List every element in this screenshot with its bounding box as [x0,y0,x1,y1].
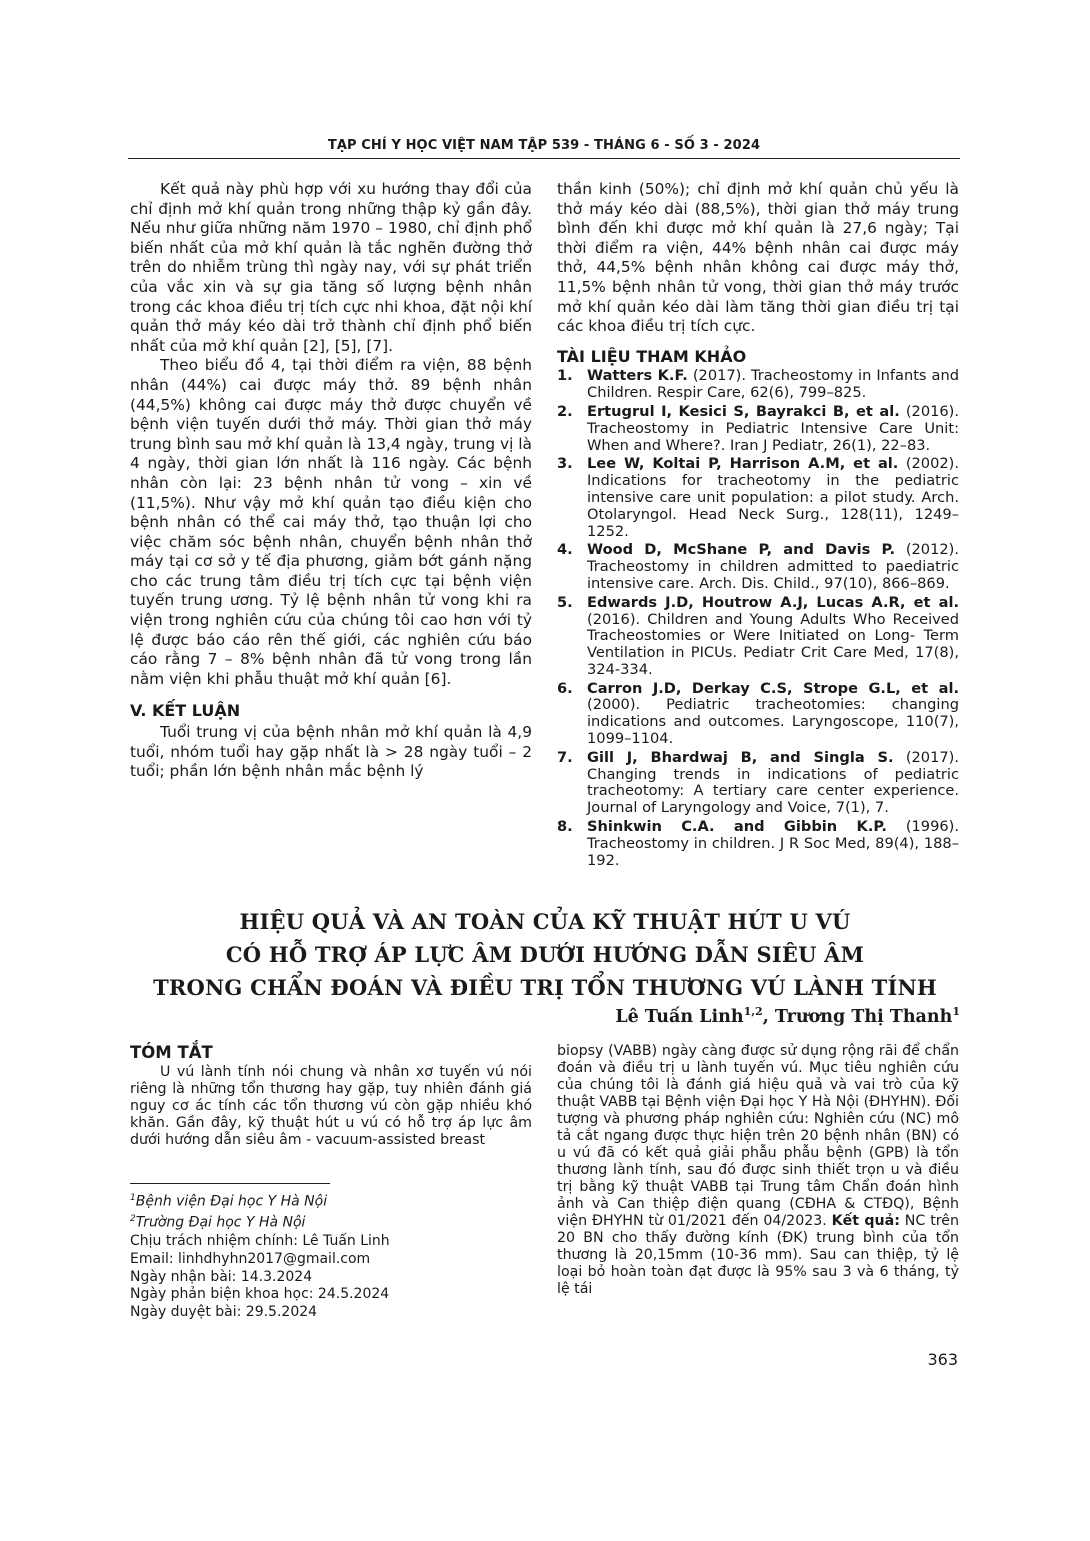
corresponding-author: Chịu trách nhiệm chính: Lê Tuấn Linh [130,1232,390,1249]
title-line: CÓ HỖ TRỢ ÁP LỰC ÂM DƯỚI HƯỚNG DẪN SIÊU ÂM [225,942,865,967]
article-title [130,905,960,1004]
author-line: Lê Tuấn Linh$^{1,2}$, Trương Thị Thanh$^1$ [615,1005,960,1027]
conclusion-heading: V. KẾT LUẬN [130,701,241,721]
reference-item: 8. Shinkwin C.A. and Gibbin K.P. (1996). Tracheostomy in children. J R Soc Med, 89(4), 188–192. [557,818,959,869]
running-header: TẠP CHÍ Y HỌC VIỆT NAM TẬP 539 - THÁNG 6 - SỐ 3 - 2024 [327,138,761,153]
conclusion-paragraph: Tuổi trung vị của bệnh nhân mở khí quản là 4,9 tuổi, nhóm tuổi hay gặp nhất là > 28 ngày tuổi – 2 tuổi; phần lớn bệnh nhân mắc bệnh lý [130,723,532,781]
page-number: 363 [927,1350,958,1369]
reference-item: 1. Watters K.F. (2017). Tracheostomy in Infants and Children. Respir Care, 62(6), 799–825. [557,367,959,402]
conclusion-continuation: thần kinh (50%); chỉ định mở khí quản chủ yếu là thở máy kéo dài (88,5%), thời gian thở máy trung bình đến khi được mở khí quản là 27,6 ngày; Tại thời điểm ra viện, 44% bệnh nhân cai được máy thở, 44,5% bệnh nhân không cai được máy thở, 11,5% bệnh nhân tử vong, thời gian thở máy trước mở khí quản kéo dài làm tăng thời gian điều trị tại các khoa điều trị tích cực. [557,180,959,336]
author-affiliation-mark: 1 [952,1005,960,1018]
header-rule [128,158,960,159]
abstract-paragraph: U vú lành tính nói chung và nhân xơ tuyến vú nói riêng là những tổn thương hay gặp, tuy nhiên đánh giá nguy cơ ác tính các tổn thương vú còn gặp nhiều khó khăn. Gần đây, kỹ thuật hút u vú có hỗ trợ áp lực âm dưới hướng dẫn siêu âm - vacuum-assisted breast [130,1064,532,1148]
right-column [557,180,959,871]
abstract-paragraph: biopsy (VABB) ngày càng được sử dụng rộng rãi để chẩn đoán và điều trị u lành tuyến vú. Mục tiêu nghiên cứu của chúng tôi là đánh giá hiệu quả và vai trò của kỹ thuật VABB tại Bệnh viện Đại học Y Hà Nội (ĐHYHN). Đối tượng và phương pháp nghiên cứu: Nghiên cứu (NC) mô tả cắt ngang được thực hiện trên 20 bệnh nhân (BN) có u vú đã có kết quả giải phẫu phẫu bệnh (GPB) là tổn thương lành tính, sau đó được sinh thiết trọn u và điều trị bằng kỹ thuật VABB tại Trung tâm Chẩn đoán hình ảnh và Can thiệp điện quang (CĐHA & CTĐQ), Bệnh viện ĐHYHN từ 01/2021 đến 04/2023. Kết quả: NC trên 20 BN cho thấy đường kính (ĐK) trung bình của tổn thương là 20,15mm (10-36 mm). Sau can thiệp, tỷ lệ loại bỏ hoàn toàn đạt được là 95% sau 3 và 6 tháng, tỷ lệ tái [557,1043,960,1297]
discussion-paragraph-2: Theo biểu đồ 4, tại thời điểm ra viện, 88 bệnh nhân (44%) cai được máy thở. 89 bệnh nhân (44,5%) không cai được máy thở được chuyển về bệnh viện tuyến dưới thở máy. Thời gian thở máy trung bình sau mở khí quản là 13,4 ngày, trung vị là 4 ngày, thời gian lớn nhất là 116 ngày. Các bệnh nhân còn lại: 23 bệnh nhân tử vong – xin về (11,5%). Như vậy mở khí quản tạo điều kiện cho bệnh nhân có thể cai máy thở, tạo thuận lợi cho việc chăm sóc bệnh nhân, chuyển bệnh nhân thở máy tại cơ sở y tế địa phương, giảm bớt gánh nặng cho các trung tâm điều trị tích cực tại bệnh viện tuyến trung ương. Tỷ lệ bệnh nhân tử vong khi ra viện trong nghiên cứu của chúng tôi cao hơn với tỷ lệ được báo cáo rên thế giới, các nghiên cứu báo cáo rằng 7 – 8% bệnh nhân đã tử vong trong lần nằm viện khi phẫu thuật mở khí quản [6]. [130,356,532,688]
title-line: HIỆU QUẢ VÀ AN TOÀN CỦA KỸ THUẬT HÚT U VÚ [239,909,851,934]
abstract-right [557,1043,959,1298]
footnote-rule [130,1183,330,1184]
reference-item: 3. Lee W, Koltai P, Harrison A.M, et al. (2002). Indications for tracheotomy in the pediatric intensive care unit population: a pilot study. Arch. Otolaryngol. Head Neck Surg., 128(11), 1249–1252. [557,455,959,540]
author-affiliation-mark: 1,2 [743,1005,763,1018]
references-heading: TÀI LIỆU THAM KHẢO [557,346,747,366]
affiliation-2: $^2$Trường Đại học Y Hà Nội [130,1214,306,1232]
reference-item: 6. Carron J.D, Derkay C.S, Strope G.L, et al. (2000). Pediatric tracheotomies: changing indications and outcomes. Laryngoscope, 110(7), 1099–1104. [557,679,959,748]
date-reviewed: Ngày phản biện khoa học: 24.5.2024 [130,1286,390,1303]
discussion-paragraph-1: Kết quả này phù hợp với xu hướng thay đổi của chỉ định mở khí quản trong những thập kỷ gần đây. Nếu như giữa những năm 1970 – 1980, chỉ định phổ biến nhất của mở khí quản là tắc nghẽn đường thở trên do nhiễm trùng thì ngày nay, với sự phát triển của vắc xin và sự gia tăng số lượng bệnh nhân trong các khoa điều trị tích cực nhi khoa, đặt nội khí quản thở máy kéo dài trở thành chỉ định phổ biến nhất của mở khí quản [2], [5], [7]. [130,180,532,355]
reference-item: 4. Wood D, McShane P, and Davis P. (2012). Tracheostomy in children admitted to paediatric intensive care. Arch. Dis. Child., 97(10), 866–869. [557,541,959,592]
date-accepted: Ngày duyệt bài: 29.5.2024 [130,1304,318,1321]
email: Email: linhdhyhn2017@gmail.com [130,1250,371,1267]
footnotes [130,1190,390,1322]
title-line: TRONG CHẨN ĐOÁN VÀ ĐIỀU TRỊ TỔN THƯƠNG VÚ LÀNH TÍNH [153,975,937,1000]
affiliation-1: $^1$Bệnh viện Đại học Y Hà Nội [130,1193,328,1210]
left-column [130,180,532,782]
date-received: Ngày nhận bài: 14.3.2024 [130,1268,313,1285]
reference-item: 2. Ertugrul I, Kesici S, Bayrakci B, et al. (2016). Tracheostomy in Pediatric Intensive Care Unit: When and Where?. Iran J Pediatr, 26(1), 22–83. [557,402,960,454]
reference-item: 5. Edwards J.D, Houtrow A.J, Lucas A.R, et al. (2016). Children and Young Adults Who Received Tracheostomies or Were Initiated on Long- Term Ventilation in PICUs. Pediatr Crit Care Med, 17(8), 324-334. [557,593,959,678]
reference-item: 7. Gill J, Bhardwaj B, and Singla S. (2017). Changing trends in indications of pediatric tracheotomy: A tertiary care center experience. Journal of Laryngology and Voice, 7(1), 7. [557,748,959,817]
abstract-left [130,1064,532,1149]
results-label: Kết quả: [831,1213,900,1229]
author-name: Lê Tuấn Linh [615,1006,744,1027]
abstract-heading: TÓM TẮT [130,1043,213,1062]
reference-list [557,368,959,869]
author-name: Trương Thị Thanh [774,1006,953,1027]
